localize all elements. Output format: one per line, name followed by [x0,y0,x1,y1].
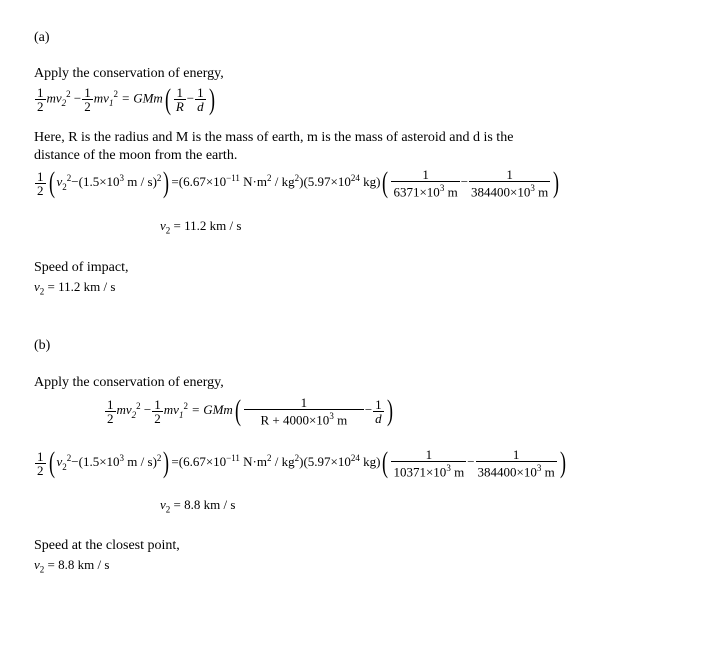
part-a-label: (a) [34,30,50,45]
part-a-result: $v_2 = 11.2$ km / s [160,218,242,236]
part-b-label: (b) [34,338,51,353]
part-a-speed-label: Speed of impact, [34,260,129,275]
part-a-speed-value: $v_2 = 11.2$ km / s [34,279,116,297]
part-b-speed-label: Speed at the closest point, [34,538,180,553]
part-a-explanation-line2: distance of the moon from the earth. [34,148,238,163]
part-b-speed-value: $v_2 = 8.8$ km / s [34,557,110,575]
part-b-intro: Apply the conservation of energy, [34,375,224,390]
part-a-numeric-equation: $\frac{1}{2}$ ( $v_2^2-(1.5\times 10^3$ $m / s)^2) =(6.67\times 10^{-11}$ $N\cdot m^2 / kg^2)(5.97\times 10^{24}$ kg)( $\frac{1}{6371\times 10^3 m}$ − $\frac{1}{384400\times 10^3 m}$ ) [37,166,560,200]
part-a-energy-equation: $\frac{1}{2}$ $mv_2^2$ − $\frac{1}{2}$ $mv_1^2 = GMm$( $\frac{1}{R}$ − $\frac{1}{d}$ ) [37,82,215,116]
part-b-energy-equation: $\frac{1}{2}$ $mv_2^2$ − $\frac{1}{2}$ $mv_1^2 = GMm$( $\frac{1}{R + 4000\times 10^3 m}$ − $\frac{1}{d}$ ) [107,394,393,428]
part-a-intro: Apply the conservation of energy, [34,66,224,81]
part-b-numeric-equation: $\frac{1}{2}$ ( $v_2^2-(1.5\times 10^3$ $m / s)^2) =(6.67\times 10^{-11}$ $N\cdot m^2 / kg^2)(5.97\times 10^{24}$ kg)( $\frac{1}{10371\times 10^3 m}$ − $\frac{1}{384400\times 10^3 m}$ ) [37,446,566,480]
part-b-result: $v_2 = 8.8$ km / s [160,497,236,515]
part-a-explanation-line1: Here, R is the radius and M is the mass of earth, m is the mass of asteroid and d is the [34,130,514,145]
